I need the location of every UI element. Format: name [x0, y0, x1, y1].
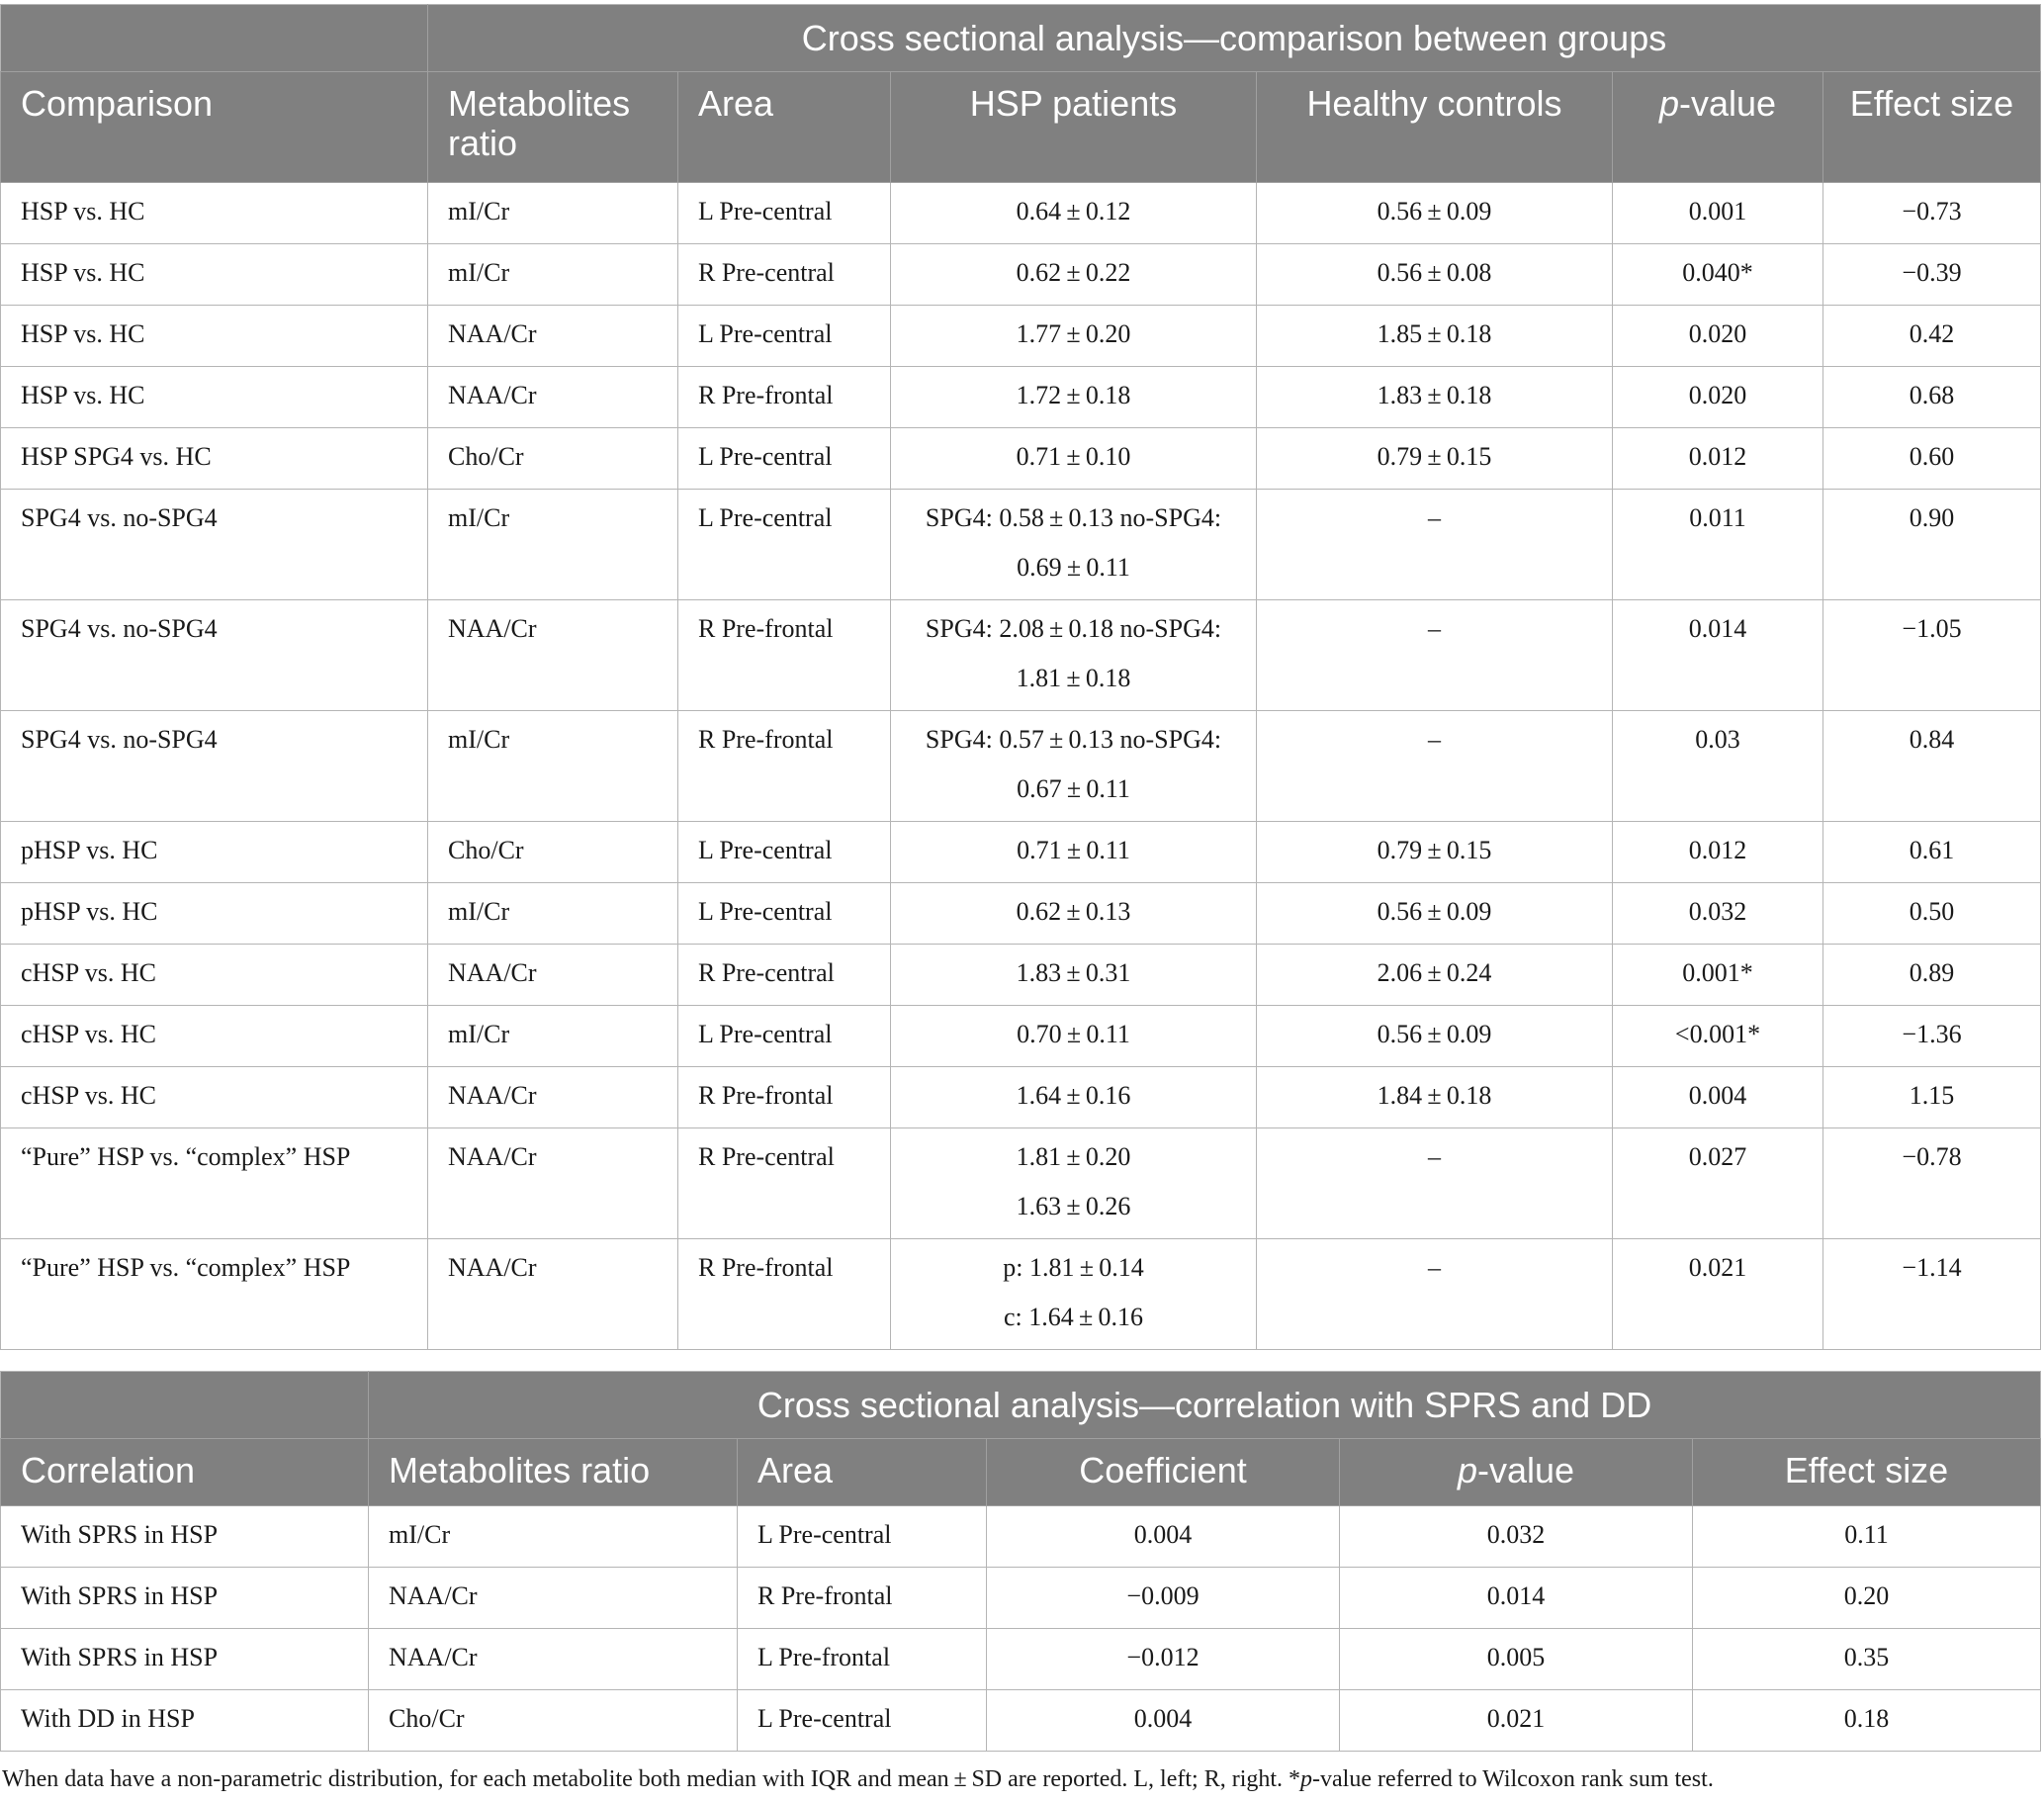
cell-area: L Pre-central — [678, 1006, 891, 1067]
cell-healthy-controls: 0.56 ± 0.09 — [1257, 883, 1613, 945]
cell-ratio: mI/Cr — [428, 711, 678, 822]
cell-comparison: HSP vs. HC — [1, 306, 428, 367]
cell-area: R Pre-frontal — [678, 711, 891, 822]
cell-comparison: cHSP vs. HC — [1, 1006, 428, 1067]
cell-area: R Pre-central — [678, 244, 891, 306]
cell-comparison: SPG4 vs. no-SPG4 — [1, 600, 428, 711]
cell-hsp-line: 1.81 ± 0.20 — [1016, 1142, 1131, 1171]
cell-hsp-line: 0.71 ± 0.10 — [1016, 442, 1131, 471]
col-header-hsp: HSP patients — [891, 72, 1257, 183]
table-row — [1, 1239, 2041, 1350]
cell-hsp-patients — [891, 945, 1257, 1006]
cell-coefficient: 0.004 — [987, 1506, 1340, 1568]
cell-comparison: HSP SPG4 vs. HC — [1, 428, 428, 490]
cell-hsp-patients — [891, 1067, 1257, 1128]
table-band-blank — [1, 1372, 369, 1439]
col-header-ratio: Metabolites ratio — [369, 1439, 738, 1506]
cell-correlation: With SPRS in HSP — [1, 1506, 369, 1568]
cell-hsp-line: 0.70 ± 0.11 — [1017, 1020, 1130, 1048]
cell-area: L Pre-central — [678, 306, 891, 367]
cell-effect-size: −0.73 — [1823, 183, 2041, 244]
col-header-effect: Effect size — [1823, 72, 2041, 183]
cell-area: R Pre-frontal — [678, 600, 891, 711]
cell-hsp-line: 1.81 ± 0.18 — [1016, 664, 1131, 692]
cell-ratio: Cho/Cr — [369, 1690, 738, 1752]
cell-comparison: cHSP vs. HC — [1, 1067, 428, 1128]
cell-pvalue: 0.014 — [1613, 600, 1823, 711]
cell-hsp-line: 1.63 ± 0.26 — [1016, 1192, 1131, 1220]
cell-pvalue: 0.004 — [1613, 1067, 1823, 1128]
cell-area: L Pre-central — [678, 822, 891, 883]
cell-pvalue: 0.001 — [1613, 183, 1823, 244]
col-header-ratio: Metabolites ratio — [428, 72, 678, 183]
cell-hsp-line: SPG4: 0.57 ± 0.13 no-SPG4: — [925, 725, 1222, 754]
table-row — [1, 883, 2041, 945]
table-row — [1, 1128, 2041, 1239]
cell-area: R Pre-frontal — [678, 1239, 891, 1350]
cell-ratio: mI/Cr — [428, 244, 678, 306]
table-row — [1, 306, 2041, 367]
cell-hsp-patients — [891, 883, 1257, 945]
cell-comparison: “Pure” HSP vs. “complex” HSP — [1, 1128, 428, 1239]
cell-area: R Pre-central — [678, 945, 891, 1006]
cell-healthy-controls: – — [1257, 711, 1613, 822]
cell-area: L Pre-central — [678, 490, 891, 600]
cell-area: R Pre-frontal — [678, 367, 891, 428]
table-row — [1, 490, 2041, 600]
cell-healthy-controls: 1.84 ± 0.18 — [1257, 1067, 1613, 1128]
cell-pvalue: 0.020 — [1613, 367, 1823, 428]
col-header-pvalue — [1613, 72, 1823, 183]
cell-hsp-patients — [891, 183, 1257, 244]
cell-ratio: mI/Cr — [428, 883, 678, 945]
cell-ratio: mI/Cr — [428, 183, 678, 244]
cell-hsp-patients — [891, 428, 1257, 490]
col-header-area: Area — [678, 72, 891, 183]
cell-effect-size: 0.50 — [1823, 883, 2041, 945]
cell-pvalue: 0.021 — [1340, 1690, 1693, 1752]
cell-effect-size: 0.84 — [1823, 711, 2041, 822]
cell-healthy-controls: 2.06 ± 0.24 — [1257, 945, 1613, 1006]
cell-effect-size: 0.89 — [1823, 945, 2041, 1006]
cell-ratio: NAA/Cr — [369, 1568, 738, 1629]
cell-hsp-patients — [891, 1128, 1257, 1239]
cell-hsp-patients — [891, 1239, 1257, 1350]
cell-hsp-line: 0.62 ± 0.22 — [1016, 258, 1131, 287]
cell-comparison: HSP vs. HC — [1, 244, 428, 306]
cell-effect-size: −0.78 — [1823, 1128, 2041, 1239]
table-row — [1, 1067, 2041, 1128]
cell-comparison: “Pure” HSP vs. “complex” HSP — [1, 1239, 428, 1350]
cell-healthy-controls: – — [1257, 600, 1613, 711]
cell-hsp-line: 0.67 ± 0.11 — [1017, 774, 1130, 803]
cell-effect-size: 0.11 — [1693, 1506, 2041, 1568]
cell-hsp-patients — [891, 490, 1257, 600]
cell-ratio: NAA/Cr — [369, 1629, 738, 1690]
col-header-hc: Healthy controls — [1257, 72, 1613, 183]
cell-area: L Pre-frontal — [738, 1629, 987, 1690]
table-footnote — [2, 1766, 1714, 1793]
cell-hsp-patients — [891, 711, 1257, 822]
cell-hsp-line: p: 1.81 ± 0.14 — [1003, 1253, 1144, 1282]
cell-pvalue: 0.032 — [1613, 883, 1823, 945]
cell-hsp-line: SPG4: 0.58 ± 0.13 no-SPG4: — [925, 503, 1222, 532]
cell-hsp-patients — [891, 1006, 1257, 1067]
cell-healthy-controls: 1.83 ± 0.18 — [1257, 367, 1613, 428]
cell-hsp-line: 1.64 ± 0.16 — [1016, 1081, 1131, 1110]
cell-hsp-line: 1.72 ± 0.18 — [1016, 381, 1131, 409]
cell-ratio: Cho/Cr — [428, 428, 678, 490]
cell-pvalue: 0.020 — [1613, 306, 1823, 367]
col-header-coefficient: Coefficient — [987, 1439, 1340, 1506]
cell-ratio: mI/Cr — [428, 1006, 678, 1067]
cell-healthy-controls: 0.56 ± 0.09 — [1257, 1006, 1613, 1067]
cell-ratio: NAA/Cr — [428, 600, 678, 711]
cell-pvalue: 0.032 — [1340, 1506, 1693, 1568]
footnote-p-italic: p — [1300, 1766, 1313, 1792]
cell-comparison: cHSP vs. HC — [1, 945, 428, 1006]
cell-area: L Pre-central — [678, 428, 891, 490]
cell-correlation: With SPRS in HSP — [1, 1568, 369, 1629]
cell-effect-size: 0.60 — [1823, 428, 2041, 490]
cell-healthy-controls: 0.79 ± 0.15 — [1257, 428, 1613, 490]
cell-area: L Pre-central — [678, 183, 891, 244]
cell-pvalue: 0.027 — [1613, 1128, 1823, 1239]
cell-pvalue: 0.011 — [1613, 490, 1823, 600]
cell-comparison: SPG4 vs. no-SPG4 — [1, 490, 428, 600]
cell-effect-size: −0.39 — [1823, 244, 2041, 306]
cell-effect-size: 0.35 — [1693, 1629, 2041, 1690]
cell-area: L Pre-central — [738, 1690, 987, 1752]
cell-ratio: NAA/Cr — [428, 367, 678, 428]
cell-healthy-controls: – — [1257, 1239, 1613, 1350]
cell-hsp-line: 0.71 ± 0.11 — [1017, 836, 1130, 864]
cell-pvalue: 0.005 — [1340, 1629, 1693, 1690]
col-header-effect: Effect size — [1693, 1439, 2041, 1506]
table-row — [1, 945, 2041, 1006]
cell-effect-size: 0.20 — [1693, 1568, 2041, 1629]
cell-comparison: HSP vs. HC — [1, 367, 428, 428]
cell-correlation: With SPRS in HSP — [1, 1629, 369, 1690]
cell-effect-size: 0.90 — [1823, 490, 2041, 600]
table-row — [1, 1568, 2041, 1629]
table-row — [1, 600, 2041, 711]
cell-hsp-patients — [891, 244, 1257, 306]
cell-hsp-patients — [891, 306, 1257, 367]
table-title: Cross sectional analysis—comparison between groups — [428, 5, 2041, 72]
cell-comparison: HSP vs. HC — [1, 183, 428, 244]
cell-healthy-controls: 0.79 ± 0.15 — [1257, 822, 1613, 883]
cell-healthy-controls: 0.56 ± 0.09 — [1257, 183, 1613, 244]
table-row — [1, 367, 2041, 428]
cell-coefficient: 0.004 — [987, 1690, 1340, 1752]
cell-effect-size: −1.14 — [1823, 1239, 2041, 1350]
table-row — [1, 183, 2041, 244]
cell-pvalue: 0.012 — [1613, 428, 1823, 490]
col-header-area: Area — [738, 1439, 987, 1506]
cell-hsp-line: SPG4: 2.08 ± 0.18 no-SPG4: — [925, 614, 1222, 643]
col-header-correlation: Correlation — [1, 1439, 369, 1506]
cell-ratio: NAA/Cr — [428, 306, 678, 367]
cell-ratio: mI/Cr — [428, 490, 678, 600]
comparison-table — [0, 4, 2041, 1350]
cell-pvalue: 0.014 — [1340, 1568, 1693, 1629]
cell-ratio: NAA/Cr — [428, 1067, 678, 1128]
cell-hsp-patients — [891, 600, 1257, 711]
table-title: Cross sectional analysis—correlation with SPRS and DD — [369, 1372, 2041, 1439]
cell-comparison: SPG4 vs. no-SPG4 — [1, 711, 428, 822]
table-row — [1, 822, 2041, 883]
cell-healthy-controls: – — [1257, 1128, 1613, 1239]
cell-correlation: With DD in HSP — [1, 1690, 369, 1752]
cell-comparison: pHSP vs. HC — [1, 822, 428, 883]
p-italic: p — [1658, 83, 1679, 124]
cell-effect-size: −1.05 — [1823, 600, 2041, 711]
cell-hsp-line: 0.62 ± 0.13 — [1016, 897, 1131, 926]
cell-area: R Pre-frontal — [738, 1568, 987, 1629]
col-header-comparison: Comparison — [1, 72, 428, 183]
table-row — [1, 1690, 2041, 1752]
cell-effect-size: 1.15 — [1823, 1067, 2041, 1128]
cell-area: R Pre-frontal — [678, 1067, 891, 1128]
cell-hsp-line: 1.77 ± 0.20 — [1016, 319, 1131, 348]
p-suffix: -value — [1678, 83, 1777, 124]
cell-healthy-controls: 1.85 ± 0.18 — [1257, 306, 1613, 367]
cell-hsp-patients — [891, 367, 1257, 428]
cell-coefficient: −0.012 — [987, 1629, 1340, 1690]
cell-effect-size: 0.42 — [1823, 306, 2041, 367]
table-row — [1, 1629, 2041, 1690]
cell-effect-size: 0.61 — [1823, 822, 2041, 883]
cell-pvalue: 0.012 — [1613, 822, 1823, 883]
table-band-blank — [1, 5, 428, 72]
cell-ratio: NAA/Cr — [428, 1128, 678, 1239]
correlation-table — [0, 1371, 2041, 1752]
cell-hsp-patients — [891, 822, 1257, 883]
cell-hsp-line: 0.69 ± 0.11 — [1017, 553, 1130, 582]
cell-healthy-controls: 0.56 ± 0.08 — [1257, 244, 1613, 306]
cell-ratio: NAA/Cr — [428, 1239, 678, 1350]
p-italic: p — [1457, 1450, 1477, 1490]
cell-effect-size: 0.18 — [1693, 1690, 2041, 1752]
cell-area: L Pre-central — [738, 1506, 987, 1568]
cell-ratio: NAA/Cr — [428, 945, 678, 1006]
cell-area: L Pre-central — [678, 883, 891, 945]
cell-pvalue: 0.03 — [1613, 711, 1823, 822]
p-suffix: -value — [1476, 1450, 1575, 1490]
cell-healthy-controls: – — [1257, 490, 1613, 600]
cell-coefficient: −0.009 — [987, 1568, 1340, 1629]
cell-area: R Pre-central — [678, 1128, 891, 1239]
table-row — [1, 244, 2041, 306]
cell-pvalue: 0.021 — [1613, 1239, 1823, 1350]
cell-effect-size: −1.36 — [1823, 1006, 2041, 1067]
cell-hsp-line: 0.64 ± 0.12 — [1016, 197, 1131, 226]
col-header-pvalue — [1340, 1439, 1693, 1506]
cell-hsp-line: 1.83 ± 0.31 — [1016, 958, 1131, 987]
cell-pvalue: 0.001* — [1613, 945, 1823, 1006]
table-row — [1, 711, 2041, 822]
cell-ratio: Cho/Cr — [428, 822, 678, 883]
table-row — [1, 1006, 2041, 1067]
cell-effect-size: 0.68 — [1823, 367, 2041, 428]
cell-pvalue: <0.001* — [1613, 1006, 1823, 1067]
footnote-part2: -value referred to Wilcoxon rank sum test. — [1312, 1766, 1714, 1792]
table-row — [1, 428, 2041, 490]
cell-hsp-line: c: 1.64 ± 0.16 — [1004, 1303, 1143, 1331]
cell-ratio: mI/Cr — [369, 1506, 738, 1568]
footnote-part1: When data have a non-parametric distribution, for each metabolite both median with IQR and mean ± SD are reported. L, left; R, right. * — [2, 1766, 1301, 1792]
cell-comparison: pHSP vs. HC — [1, 883, 428, 945]
cell-pvalue: 0.040* — [1613, 244, 1823, 306]
table-row — [1, 1506, 2041, 1568]
